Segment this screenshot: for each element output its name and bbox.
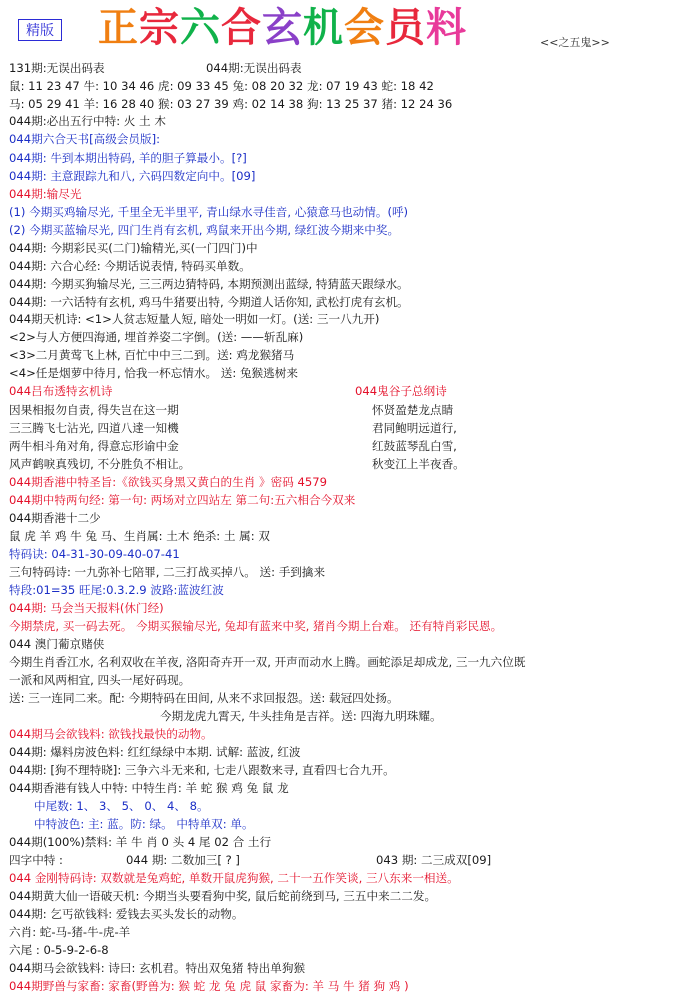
- title-char: 机: [303, 5, 344, 51]
- title-char: 员: [385, 5, 426, 51]
- heart-sutra-line: 044期: 六合心经: 今期话说表情, 特码买单数。: [9, 259, 251, 273]
- heaven-book-line-2: 044期: 主意跟踪九和八, 六码四数定向中。[09]: [9, 169, 256, 183]
- lose-all-line-3: 044期: 今期彩民买(二门)输精光,买(一门四门)中: [9, 241, 258, 255]
- guiguzi-poem-heading: 044鬼谷子总纲诗: [355, 384, 447, 398]
- heaven-poem-line-2: <2>与人方便四海通, 埋首养姿二字倒。(送: ——斩乱麻): [9, 330, 304, 344]
- beast-livestock-line: 044期野兽与家畜: 家畜(野兽为: 猴 蛇 龙 兔 虎 鼠 家畜为: 羊 马 牛 猪 狗 鸡 ): [9, 979, 409, 993]
- wong-tai-sin-line: 044期黄大仙一语破天机: 今期当头要看狗中奖, 鼠后蛇前绕到马, 三五中来二二发。: [9, 889, 437, 903]
- macau-gambler-heading: 044 澳门葡京赌侠: [9, 637, 105, 651]
- money-animal-line: 044期马会欲钱料: 欲钱找最快的动物。: [9, 727, 213, 741]
- hk-decree-line: 044期香港中特圣旨:《欲钱买身黑又黄白的生肖 》密码 4579: [9, 475, 327, 489]
- four-char-043: 043 期: 二三成双[09]: [376, 853, 492, 867]
- title-char: 会: [344, 5, 385, 51]
- lubu-poem-line-4: 风声鹤唳真残切, 不分胜负不相让。: [9, 457, 191, 471]
- tail-number-line: 中尾数: 1、 3、 5、 0、 4、 8。: [34, 799, 209, 813]
- four-char-044: 044 期: 二数加三[ ? ]: [126, 853, 240, 867]
- beggar-line: 044期: 乞丐欲钱料: 爱钱去买头发长的动物。: [9, 907, 244, 921]
- title-char: 六: [180, 5, 221, 51]
- dog-ignore-line: 044期: [狗不理特晓]: 三争六斗无来和, 七走八跟数来寻, 直看四七合九开。: [9, 763, 395, 777]
- lubu-poem-heading: 044吕布透特玄机诗: [9, 384, 113, 398]
- hk-twelve-heading: 044期香港十二少: [9, 511, 101, 525]
- zodiac-code-row-1: 鼠: 11 23 47 牛: 10 34 46 虎: 09 33 45 兔: 08 20 32 龙: 07 19 43 蛇: 18 42: [9, 79, 434, 93]
- title-char: 正: [98, 5, 139, 51]
- special-code-line: 特码诀: 04-31-30-09-40-07-41: [9, 547, 180, 561]
- three-verse-line: 三句特码诗: 一九弥补七陪罪, 二三打战买掉八。 送: 手到擒来: [9, 565, 326, 579]
- title-char: 料: [426, 5, 467, 51]
- macau-report-heading: 044期: 马会当天报料(休门经): [9, 601, 164, 615]
- edition-badge: 精版: [18, 19, 62, 41]
- heaven-poem-line-1: 044期天机诗: <1>人贫志短量人短, 暗处一明如一灯。(送: 三一八九开): [9, 312, 380, 326]
- lubu-poem-line-3: 两牛相斗角对角, 得意忘形谕中金: [9, 439, 179, 453]
- guiguzi-poem-line-1: 怀贤盈楚龙点睛: [372, 403, 454, 417]
- heaven-book-heading: 044期六合天书[高级会员版]:: [9, 132, 161, 146]
- vajra-poem-line: 044 金刚特码诗: 双数就是兔鸡蛇, 单数开鼠虎狗猴, 二十一五作笑谈, 三八东来一相送。: [9, 871, 459, 885]
- lose-all-line-1: (1) 今期买鸡输尽光, 千里全无半里平, 青山绿水寻佳音, 心猿意马也动情。(呼): [9, 205, 409, 219]
- guiguzi-poem-line-2: 君同鲍明远道行,: [372, 421, 457, 435]
- title-char: 玄: [262, 5, 303, 51]
- title-char: 合: [221, 5, 262, 51]
- macau-gambler-line-2: 一派和风两相宜, 四头一尾好码现。: [9, 673, 191, 687]
- forbidden-line: 044期(100%)禁料: 羊 牛 肖 0 头 4 尾 02 合 土行: [9, 835, 272, 849]
- code-table-title-131: 131期:无误出码表: [9, 61, 105, 75]
- heaven-book-line-1: 044期: 牛到本期出特码, 羊的胆子算最小。[?]: [9, 151, 247, 165]
- title-char: 宗: [139, 5, 180, 51]
- lose-all-line-2: (2) 今期买蓝输尽光, 四门生肖有玄机, 鸡鼠来开出今期, 绿红波今期来中奖。: [9, 223, 400, 237]
- six-zodiac-line: 六肖: 蛇-马-猪-牛-虎-羊: [9, 925, 131, 939]
- dog-lose-line: 044期: 今期买狗输尽光, 三三两边猜特码, 本期预测出蓝绿, 特猜蓝天跟绿水。: [9, 277, 409, 291]
- code-table-title-044: 044期:无误出码表: [206, 61, 302, 75]
- page-title: [98, 2, 467, 54]
- lubu-poem-line-1: 因果相报勿自责, 得失岂在这一期: [9, 403, 179, 417]
- rich-man-zodiac-line: 044期香港有钱人中特: 中特生肖: 羊 蛇 猴 鸡 兔 鼠 龙: [9, 781, 289, 795]
- lubu-poem-line-2: 三三腾飞七沾光, 四道八達一知機: [9, 421, 179, 435]
- segment-line: 特段:01=35 旺尾:0.3.2.9 波路:蓝波红波: [9, 583, 224, 597]
- wave-parity-line: 中特波色: 主: 蓝。防: 绿。 中特单双: 单。: [34, 817, 254, 831]
- wave-color-line: 044期: 爆料房波色料: 红红绿绿中本期. 试解: 蓝波, 红波: [9, 745, 301, 759]
- author-signature: <<之五鬼>>: [540, 36, 610, 49]
- one-six-line: 044期: 一六话特有玄机, 鸡马牛猪要出特, 今期道人话你知, 武松打虎有玄机。: [9, 295, 409, 309]
- two-sentence-line: 044期中特两句经: 第一句: 两场对立四站左 第二句:五六相合今双来: [9, 493, 356, 507]
- heaven-poem-line-3: <3>二月黄莺飞上林, 百忙中中三二到。送: 鸡龙猴猪马: [9, 348, 295, 362]
- macau-gambler-line-1: 今期生肖香江水, 名利双收在羊夜, 洛阳奇卉开一双, 开声而动水上腾。画蛇添足却成龙, 三一九六位既: [9, 655, 526, 669]
- macau-gambler-line-3: 送: 三一连同二来。配: 今期特码在田间, 从来不求回报怨。送: 载冠四处扬。: [9, 691, 399, 705]
- guiguzi-poem-line-4: 秋变江上半夜香。: [372, 457, 465, 471]
- header: [0, 0, 679, 58]
- five-elements-line: 044期:必出五行中特: 火 土 木: [9, 114, 166, 128]
- hk-twelve-zodiac: 鼠 虎 羊 鸡 牛 兔 马、生肖属: 土木 绝杀: 土 属: 双: [9, 529, 270, 543]
- zodiac-code-row-2: 马: 05 29 41 羊: 16 28 40 猴: 03 27 39 鸡: 02 14 38 狗: 13 25 37 猪: 12 24 36: [9, 97, 453, 111]
- four-char-heading: 四字中特 :: [9, 853, 63, 867]
- macau-gambler-line-4: 今期龙虎九霄天, 牛头挂角是吉祥。送: 四海九明珠耀。: [160, 709, 442, 723]
- six-tail-line: 六尾 : 0-5-9-2-6-8: [9, 943, 109, 957]
- guiguzi-poem-line-3: 红鼓蓝琴乱白雪,: [372, 439, 457, 453]
- heaven-poem-line-4: <4>任是烟萝中待月, 恰我一杯忘情水。 送: 兔猴逃树来: [9, 366, 298, 380]
- lose-all-heading: 044期:输尽光: [9, 187, 82, 201]
- macau-report-line: 今期禁虎, 买一码去死。 今期买猴输尽光, 兔却有蓝来中奖, 猪肖今期上台难。 还有特肖彩民恩。: [9, 619, 503, 633]
- macau-poem-line: 044期马会欲钱料: 诗曰: 玄机君。特出双兔猪 特出单狗猴: [9, 961, 306, 975]
